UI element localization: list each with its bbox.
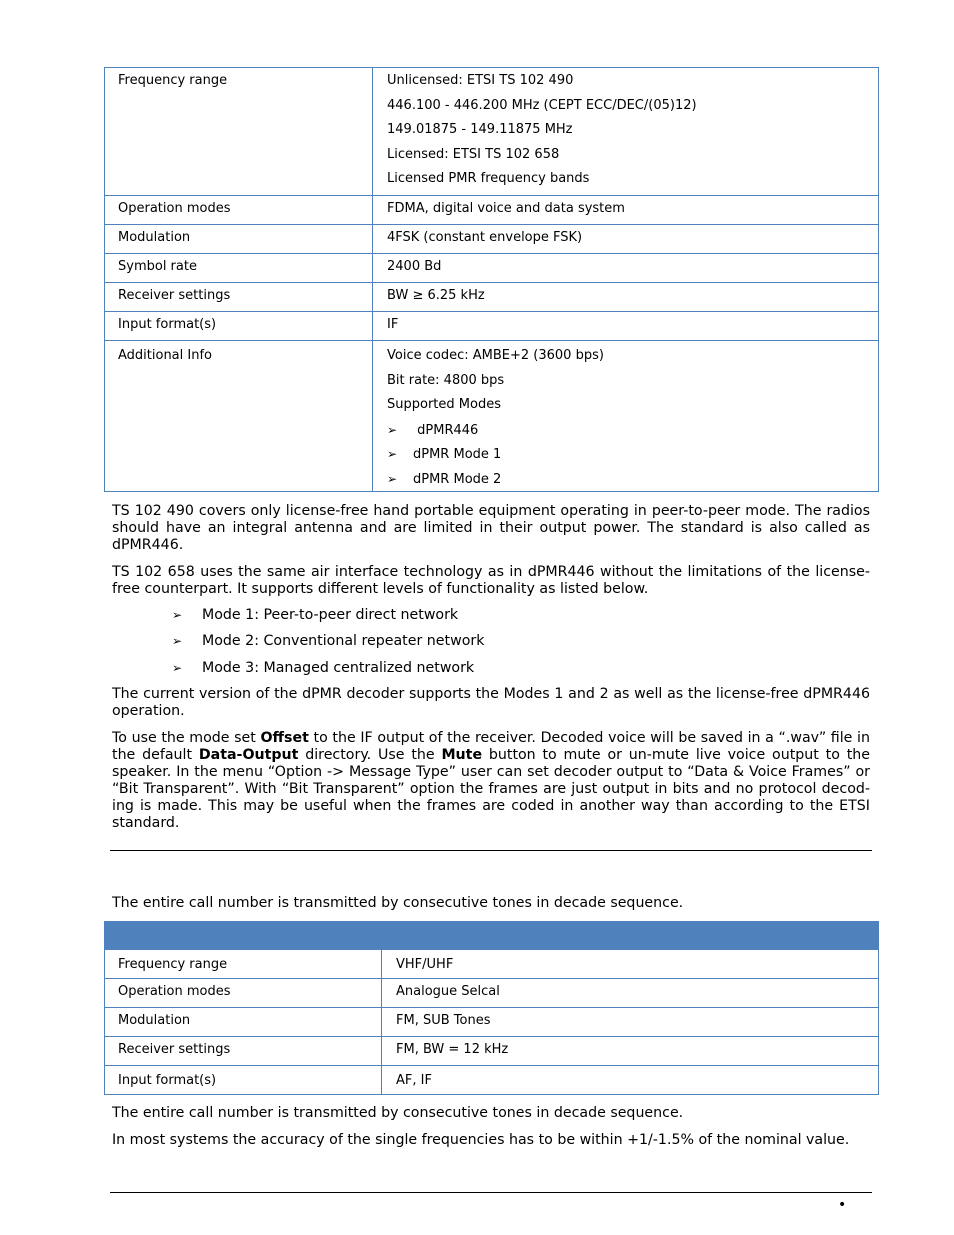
row-key: Input format(s): [118, 1073, 217, 1088]
paragraph-accuracy: In most systems the accuracy of the single frequencies has to be within +1/-1.5% of the nominal value.: [112, 1132, 850, 1148]
row-key: Frequency range: [118, 957, 228, 972]
list-item: [172, 660, 474, 677]
row-value: Licensed: ETSI TS 102 658: [387, 146, 560, 162]
table-row: [105, 225, 879, 254]
paragraph-call-number: The entire call number is transmitted by consecutive tones in decade sequence.: [112, 1105, 684, 1121]
row-value: AF, IF: [396, 1073, 432, 1088]
row-value: 2400 Bd: [387, 259, 442, 274]
arrow-bullet-icon: ➢: [172, 634, 183, 648]
row-key: Receiver settings: [118, 288, 231, 303]
arrow-bullet-icon: ➢: [172, 608, 183, 622]
table-row: [105, 979, 879, 1008]
row-value: Voice codec: AMBE+2 (3600 bps): [387, 348, 604, 363]
row-value: Analogue Selcal: [396, 984, 500, 999]
mode-label: Mode 3: Managed centralized network: [202, 660, 475, 676]
row-key: Operation modes: [118, 201, 231, 216]
table-row: [105, 312, 879, 341]
paragraph-decoder-support: The current version of the dPMR decoder supports the Modes 1 and 2 as well as the license-free dPMR446 operation.: [112, 686, 870, 719]
row-value: Unlicensed: ETSI TS 102 490: [387, 73, 574, 88]
footer-divider: [110, 1192, 872, 1193]
arrow-bullet-icon: ➢: [387, 471, 398, 486]
arrow-bullet-icon: ➢: [387, 422, 398, 437]
term-mute: Mute: [441, 747, 483, 763]
row-value: Bit rate: 4800 bps: [387, 372, 505, 388]
row-key: Receiver settings: [118, 1042, 231, 1057]
table-row: [105, 68, 879, 196]
paragraph-ts102490: TS 102 490 covers only license-free hand portable equipment operating in peer-to-peer mode. The radios should have an integral antenna and are limited in their output power. The standard is also called as dPMR446.: [112, 503, 870, 553]
section-divider: [110, 850, 872, 851]
table-row: [105, 341, 879, 492]
table-row: [105, 950, 879, 979]
row-value: Licensed PMR frequency bands: [387, 171, 590, 187]
table-header-band: [105, 922, 879, 950]
arrow-bullet-icon: ➢: [172, 661, 183, 675]
row-key: Frequency range: [118, 73, 228, 88]
mode-label: Mode 1: Peer-to-peer direct network: [202, 607, 459, 623]
arrow-bullet-icon: ➢: [387, 447, 398, 462]
row-value: 446.100 - 446.200 MHz (CEPT ECC/DEC/(05)12): [387, 97, 697, 113]
paragraph-intro: The entire call number is transmitted by consecutive tones in decade sequence.: [112, 895, 684, 911]
list-item: [172, 633, 484, 650]
table-row: [105, 283, 879, 312]
row-value: 149.01875 - 149.11875 MHz: [387, 122, 573, 138]
row-key: Additional Info: [118, 348, 212, 363]
mode-label: Mode 2: Conventional repeater network: [202, 633, 485, 649]
table-row: [105, 1066, 879, 1095]
table-row: [105, 254, 879, 283]
list-item: [387, 466, 864, 491]
mode-label: dPMR Mode 2: [413, 471, 502, 487]
paragraph-ts102658: TS 102 658 uses the same air interface technology as in dPMR446 without the limitations of the license-free counterpart. It supports different levels of functionality as listed below.: [112, 564, 870, 597]
list-item: [387, 441, 864, 466]
row-key: Operation modes: [118, 984, 231, 999]
row-key: Input format(s): [118, 317, 217, 332]
table-row: [105, 1008, 879, 1037]
spec-table-dpmr: [104, 67, 879, 492]
footer-bullet: •: [838, 1197, 847, 1213]
mode-label: dPMR446: [413, 422, 479, 438]
row-value: BW ≥ 6.25 kHz: [387, 288, 485, 303]
row-key: Symbol rate: [118, 259, 197, 274]
paragraph-usage: To use the mode set Offset to the IF output of the receiver. Decoded voice will be saved in a “.wav” file in the default Data-Output directory. Use the Mute button to mute or un-mute live voice output to the speaker. In the menu “Option -> Message Type” user can set decoder output to “Data & Voice Frames” or “Bit Transparent”. With “Bit Transparent” option the frames are just output in bits and no protocol decod-ing is made. This may be useful when the frames are coded in another way than according to the ETSI standard.: [112, 730, 870, 831]
row-value: Supported Modes: [387, 397, 501, 413]
list-item: [387, 417, 864, 442]
row-key: Modulation: [118, 1013, 191, 1028]
term-offset: Offset: [260, 730, 309, 746]
row-value: 4FSK (constant envelope FSK): [387, 230, 583, 245]
list-item: [172, 607, 458, 624]
row-value: VHF/UHF: [396, 957, 454, 972]
row-key: Modulation: [118, 230, 191, 245]
row-value: FM, BW = 12 kHz: [396, 1042, 509, 1057]
row-value: FM, SUB Tones: [396, 1013, 491, 1028]
mode-label: dPMR Mode 1: [413, 447, 502, 463]
row-value: FDMA, digital voice and data system: [387, 201, 625, 216]
spec-table-selcal: [104, 921, 879, 1095]
row-value: IF: [387, 317, 399, 332]
table-row: [105, 196, 879, 225]
table-row: [105, 1037, 879, 1066]
term-data-output: Data-Output: [198, 747, 299, 763]
